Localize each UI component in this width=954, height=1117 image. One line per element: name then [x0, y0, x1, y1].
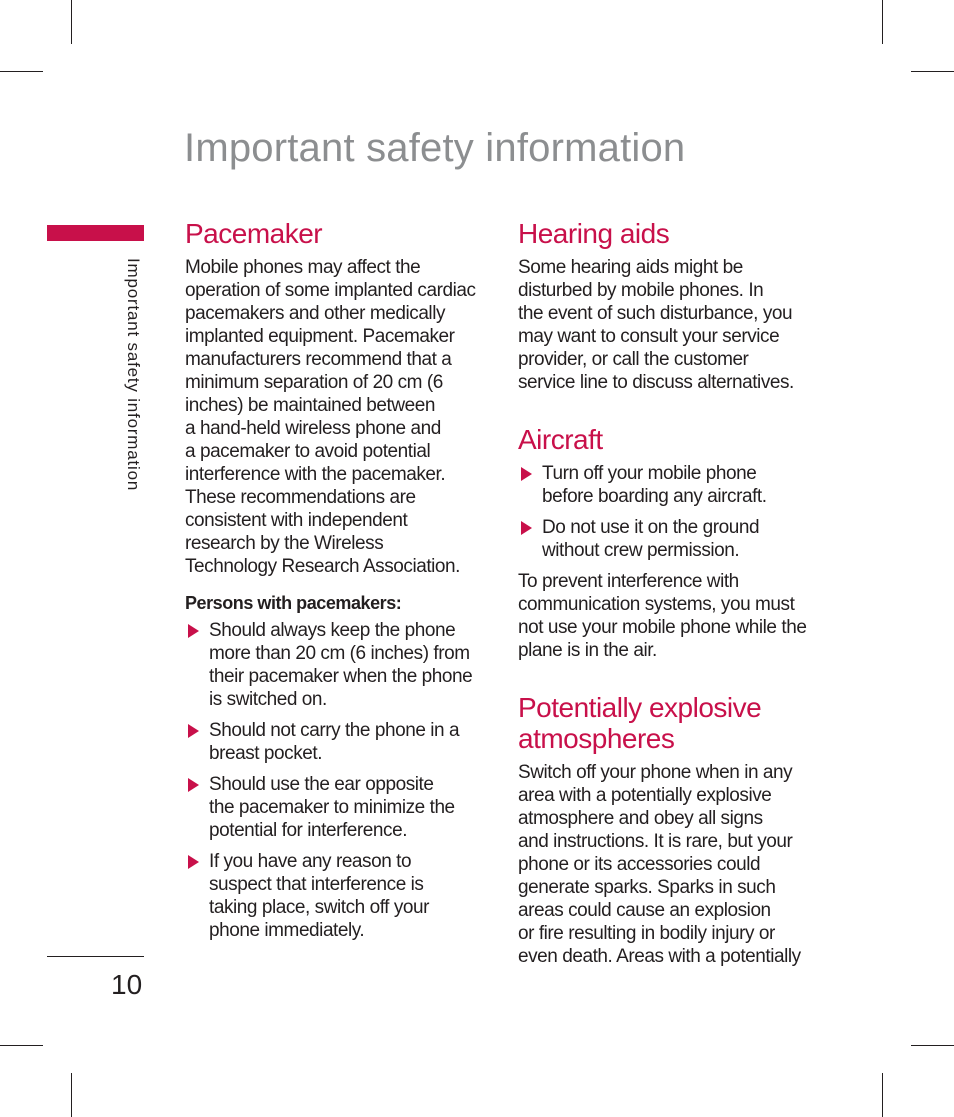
crop-mark-bottom-right-h — [911, 1045, 954, 1046]
bullet-line: Turn off your mobile phone — [542, 463, 757, 484]
list-item — [185, 619, 491, 711]
aircraft-bullet-list — [518, 462, 822, 562]
bullet-line: potential for interference. — [209, 820, 408, 841]
triangle-right-icon — [521, 467, 532, 481]
hearing-aids-line: the event of such disturbance, you — [518, 303, 793, 324]
pacemaker-line: These recommendations are — [185, 487, 416, 508]
footer-rule — [47, 956, 144, 957]
pacemaker-line: Technology Research Association. — [185, 556, 460, 577]
crop-mark-bottom-right — [882, 1073, 883, 1117]
explosive-heading-line: Potentially explosive — [518, 692, 762, 723]
bullet-line: suspect that interference is — [209, 874, 424, 895]
bullet-line: is switched on. — [209, 689, 327, 710]
section-marker-bar — [47, 225, 144, 241]
crop-mark-top-left-h — [0, 71, 43, 72]
bullet-line: If you have any reason to — [209, 851, 412, 872]
aircraft-heading: Aircraft — [518, 424, 603, 455]
bullet-line: without crew permission. — [542, 540, 740, 561]
crop-mark-bottom-left — [71, 1073, 72, 1117]
bullet-line: Should not carry the phone in a — [209, 720, 460, 741]
page-number: 10 — [111, 969, 143, 1000]
pacemaker-heading: Pacemaker — [185, 218, 323, 249]
pacemaker-line: a hand-held wireless phone and — [185, 418, 441, 439]
bullet-line: more than 20 cm (6 inches) from — [209, 643, 470, 664]
crop-mark-top-left — [71, 0, 72, 44]
explosive-atmospheres-body — [518, 761, 822, 968]
aircraft-body — [518, 570, 822, 662]
triangle-right-icon — [188, 724, 199, 738]
left-column — [185, 218, 491, 950]
pacemaker-line: interference with the pacemaker. — [185, 464, 446, 485]
triangle-right-icon — [188, 855, 199, 869]
aircraft-line: plane is in the air. — [518, 640, 657, 661]
list-item — [518, 516, 822, 562]
pacemaker-line: pacemakers and other medically — [185, 303, 446, 324]
explosive-atmospheres-heading — [518, 692, 822, 754]
pacemaker-line: a pacemaker to avoid potential — [185, 441, 431, 462]
pacemaker-line: inches) be maintained between — [185, 395, 435, 416]
explosive-line: areas could cause an explosion — [518, 900, 771, 921]
hearing-aids-line: disturbed by mobile phones. In — [518, 280, 764, 301]
side-section-label: Important safety information — [124, 258, 143, 492]
list-item — [185, 773, 491, 842]
pacemaker-line: consistent with independent — [185, 510, 408, 531]
hearing-aids-line: provider, or call the customer — [518, 349, 749, 370]
explosive-line: Switch off your phone when in any — [518, 762, 793, 783]
hearing-aids-line: service line to discuss alternatives. — [518, 372, 794, 393]
bullet-line: before boarding any aircraft. — [542, 486, 767, 507]
pacemaker-line: implanted equipment. Pacemaker — [185, 326, 455, 347]
bullet-line: phone immediately. — [209, 920, 365, 941]
list-item — [185, 719, 491, 765]
hearing-aids-body — [518, 256, 822, 394]
explosive-line: and instructions. It is rare, but your — [518, 831, 793, 852]
crop-mark-top-right-h — [911, 71, 954, 72]
pacemaker-body — [185, 256, 491, 578]
pacemaker-line: minimum separation of 20 cm (6 — [185, 372, 443, 393]
explosive-line: generate sparks. Sparks in such — [518, 877, 776, 898]
crop-mark-bottom-left-h — [0, 1045, 43, 1046]
bullet-line: Do not use it on the ground — [542, 517, 760, 538]
bullet-line: their pacemaker when the phone — [209, 666, 473, 687]
explosive-line: phone or its accessories could — [518, 854, 761, 875]
pacemaker-bullet-list — [185, 619, 491, 942]
triangle-right-icon — [188, 778, 199, 792]
bullet-line: Should use the ear opposite — [209, 774, 434, 795]
explosive-line: or fire resulting in bodily injury or — [518, 923, 775, 944]
hearing-aids-heading: Hearing aids — [518, 218, 670, 249]
explosive-line: even death. Areas with a potentially — [518, 946, 801, 967]
hearing-aids-line: may want to consult your service — [518, 326, 780, 347]
aircraft-line: To prevent interference with — [518, 571, 739, 592]
aircraft-line: not use your mobile phone while the — [518, 617, 807, 638]
pacemaker-line: manufacturers recommend that a — [185, 349, 452, 370]
triangle-right-icon — [188, 624, 199, 638]
bullet-line: Should always keep the phone — [209, 620, 456, 641]
pacemaker-line: Mobile phones may affect the — [185, 257, 421, 278]
pacemaker-line: research by the Wireless — [185, 533, 384, 554]
bullet-line: the pacemaker to minimize the — [209, 797, 455, 818]
bullet-line: breast pocket. — [209, 743, 323, 764]
list-item — [185, 850, 491, 942]
pacemaker-line: operation of some implanted cardiac — [185, 280, 476, 301]
list-item — [518, 462, 822, 508]
aircraft-line: communication systems, you must — [518, 594, 795, 615]
right-column — [518, 218, 822, 968]
persons-with-pacemakers-heading: Persons with pacemakers: — [185, 593, 402, 613]
explosive-heading-line: atmospheres — [518, 723, 675, 754]
page-title: Important safety information — [184, 126, 686, 170]
crop-mark-top-right — [882, 0, 883, 44]
hearing-aids-line: Some hearing aids might be — [518, 257, 743, 278]
explosive-line: atmosphere and obey all signs — [518, 808, 763, 829]
bullet-line: taking place, switch off your — [209, 897, 429, 918]
triangle-right-icon — [521, 521, 532, 535]
explosive-line: area with a potentially explosive — [518, 785, 772, 806]
